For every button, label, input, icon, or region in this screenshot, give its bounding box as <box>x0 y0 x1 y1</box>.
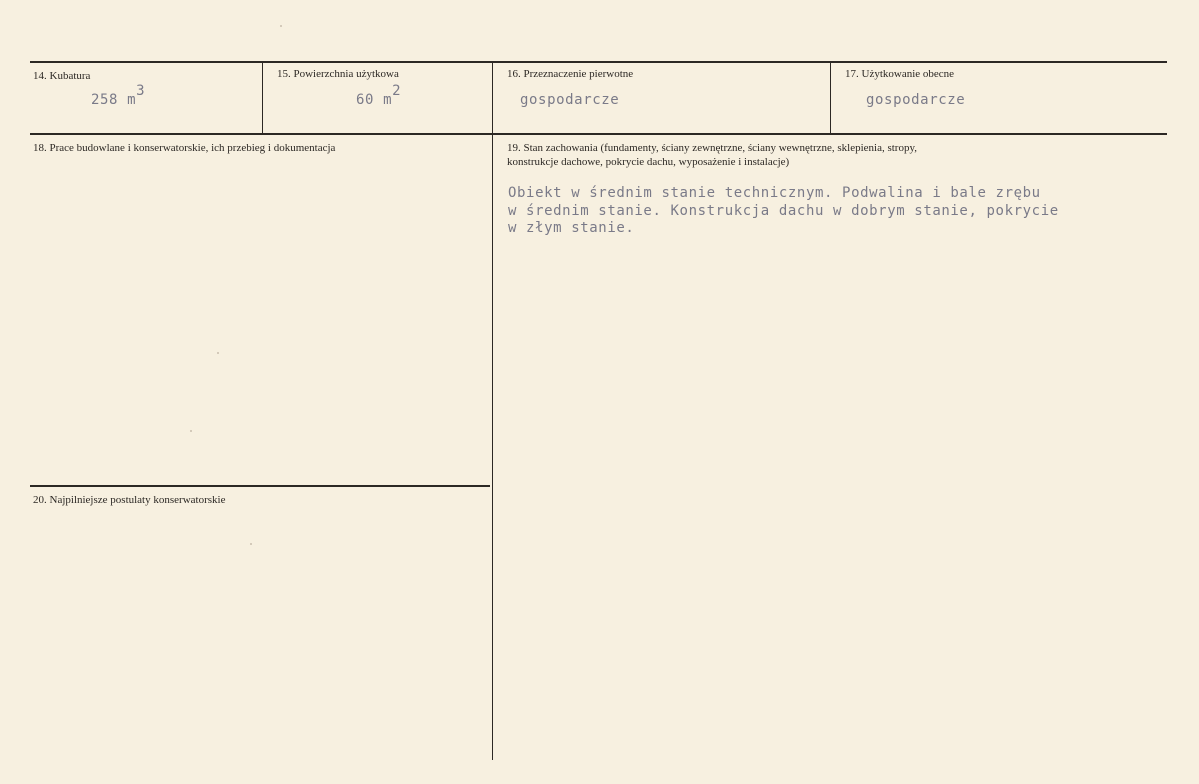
divider-15-16 <box>492 63 493 133</box>
field-15-label: 15. Powierzchnia użytkowa <box>277 68 399 80</box>
paper-speck <box>250 543 252 545</box>
field-15-exponent: 2 <box>392 83 402 99</box>
divider-14-15 <box>262 63 263 133</box>
field-14-exponent: 3 <box>136 83 146 99</box>
field-15-number: 60 m <box>356 92 393 108</box>
paper-speck <box>217 352 219 354</box>
section-20-rule <box>30 485 490 487</box>
field-18-label: 18. Prace budowlane i konserwatorskie, ich przebieg i dokumentacja <box>33 142 336 154</box>
field-14-label: 14. Kubatura <box>33 70 91 82</box>
top-rule <box>30 61 1167 63</box>
field-20-label: 20. Najpilniejsze postulaty konserwatorskie <box>33 494 226 506</box>
field-14-value <box>91 83 146 108</box>
field-19-text-line1: Obiekt w średnim stanie technicznym. Podwalina i bale zrębu <box>508 185 1041 201</box>
field-19-text-line2: w średnim stanie. Konstrukcja dachu w dobrym stanie, pokrycie <box>508 203 1059 219</box>
field-14-number: 258 m <box>91 92 137 108</box>
field-16-label: 16. Przeznaczenie pierwotne <box>507 68 634 80</box>
field-19-text-line3: w złym stanie. <box>508 220 635 236</box>
middle-rule <box>30 133 1167 135</box>
field-16-value: gospodarcze <box>520 92 620 108</box>
paper-speck <box>280 25 282 27</box>
field-15-value <box>356 83 402 108</box>
field-17-value: gospodarcze <box>866 92 966 108</box>
divider-16-17 <box>830 63 831 133</box>
paper-speck <box>190 430 192 432</box>
field-19-label-line2: konstrukcje dachowe, pokrycie dachu, wyposażenie i instalacje) <box>507 156 790 168</box>
field-19-label-line1: 19. Stan zachowania (fundamenty, ściany zewnętrzne, ściany wewnętrzne, sklepienia, stropy, <box>507 142 918 154</box>
divider-lower <box>492 135 493 760</box>
field-17-label: 17. Użytkowanie obecne <box>845 68 955 80</box>
